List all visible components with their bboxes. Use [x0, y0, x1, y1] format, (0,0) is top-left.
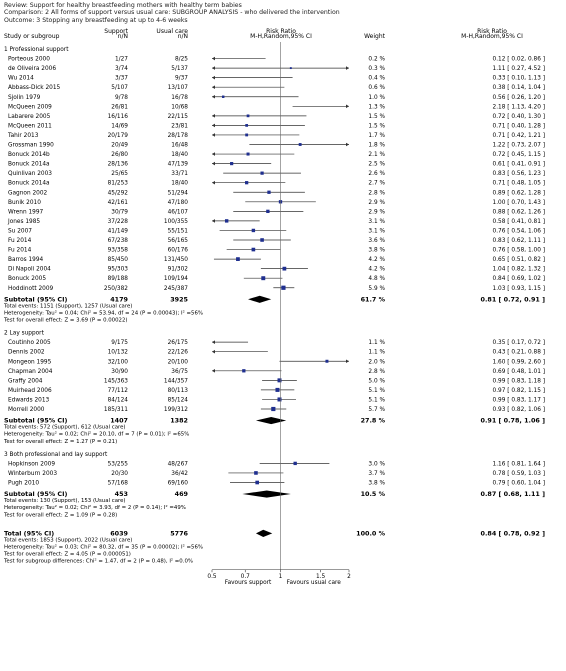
usual-events: 245/387: [163, 285, 188, 292]
study-weight: 2.7 %: [368, 180, 385, 187]
study-name: Muirhead 2006: [8, 387, 52, 394]
review-title: Review: Support for healthy breastfeeding mothers with healthy term babies: [4, 2, 242, 9]
study-name: Grossman 1990: [8, 142, 54, 149]
rr-value-subheader: M-H,Random,95% CI: [461, 33, 523, 40]
study-rr-ci: 1.60 [ 0.99, 2.60 ]: [492, 359, 545, 366]
usual-events: 8/25: [174, 56, 188, 63]
study-point: [293, 462, 296, 465]
overall-support-total: 6039: [110, 529, 128, 538]
study-name: Mongeon 1995: [8, 359, 52, 366]
support-events: 9/78: [114, 94, 128, 101]
study-rr-ci: 0.56 [ 0.26, 1.20 ]: [492, 94, 545, 101]
subgroup-note: Heterogeneity: Tau² = 0.02; Chi² = 3.93, df = 2 (P = 0.14); I² =49%: [4, 505, 186, 512]
study-rr-ci: 0.97 [ 0.82, 1.15 ]: [492, 387, 545, 394]
study-weight: 1.1 %: [368, 349, 385, 356]
study-rr-ci: 0.83 [ 0.62, 1.11 ]: [492, 238, 545, 244]
study-name: Chapman 2004: [8, 368, 53, 375]
support-events: 53/255: [107, 461, 128, 468]
usual-events: 10/68: [171, 104, 188, 111]
usual-events: 109/194: [163, 276, 188, 283]
study-name: Tahir 2013: [8, 132, 39, 139]
study-name: Morrell 2000: [8, 407, 45, 413]
subtotal-label: Subtotal (95% CI): [4, 295, 68, 304]
overall-diamond: [256, 530, 272, 537]
study-rr-ci: 0.71 [ 0.40, 1.28 ]: [492, 123, 545, 130]
subtotal-diamond: [242, 490, 290, 497]
study-weight: 5.1 %: [368, 397, 385, 404]
rr-plot-subheader: M-H,Random,95% CI: [250, 33, 312, 40]
study-rr-ci: 0.65 [ 0.51, 0.82 ]: [492, 257, 545, 264]
study-name: Bonuck 2005: [8, 276, 47, 283]
ci-arrow-left: [212, 95, 215, 99]
study-rr-ci: 1.16 [ 0.81, 1.64 ]: [492, 461, 545, 468]
study-point: [260, 238, 264, 242]
subtotal-rr-ci: 0.91 [ 0.78, 1.06 ]: [480, 416, 545, 425]
support-events: 145/363: [103, 378, 128, 385]
support-events: 16/116: [107, 113, 128, 120]
ci-arrow-left: [212, 350, 215, 354]
study-weight: 2.9 %: [368, 209, 385, 216]
usual-events: 5/137: [171, 66, 188, 73]
subgroup-note: Total events: 572 (Support), 612 (Usual care): [4, 424, 126, 431]
study-name: Coutinho 2005: [8, 340, 51, 347]
study-rr-ci: 0.72 [ 0.40, 1.30 ]: [492, 113, 545, 120]
comparison-title: Comparison: 2 All forms of support versus usual care: SUBGROUP ANALYSIS - who delivered the intervention: [4, 9, 340, 17]
support-events: 67/238: [107, 238, 128, 244]
study-weight: 5.1 %: [368, 387, 385, 394]
study-rr-ci: 0.38 [ 0.14, 1.04 ]: [492, 85, 545, 92]
study-rr-ci: 0.99 [ 0.83, 1.18 ]: [492, 378, 545, 385]
support-events: 81/253: [107, 180, 128, 187]
ci-arrow-right: [346, 359, 349, 363]
study-name: Hopkinson 2009: [8, 461, 56, 468]
usual-events: 16/48: [171, 142, 188, 149]
axis-tick-label: 2: [347, 573, 351, 580]
study-name: de Oliveira 2006: [8, 66, 57, 73]
study-rr-ci: 0.76 [ 0.54, 1.06 ]: [492, 228, 545, 235]
study-weight: 2.8 %: [368, 190, 385, 197]
support-events: 9/175: [111, 340, 128, 347]
study-weight: 1.0 %: [368, 94, 385, 101]
subtotal-rr-ci: 0.81 [ 0.72, 0.91 ]: [480, 295, 545, 304]
study-weight: 4.8 %: [368, 276, 385, 283]
ci-arrow-left: [212, 162, 215, 166]
study-name: Winterburn 2003: [8, 470, 58, 477]
support-events: 37/228: [107, 218, 128, 225]
subgroup-title: 3 Both professional and lay support: [4, 451, 108, 458]
ci-arrow-left: [212, 181, 215, 185]
column-headers: [4, 28, 523, 40]
study-point: [230, 162, 233, 165]
study-point: [278, 378, 282, 382]
usual-events: 28/178: [167, 132, 188, 139]
overall-note: Test for subgroup differences: Chi² = 1.47, df = 2 (P = 0.48), I² =0.0%: [4, 558, 193, 565]
study-weight: 2.5 %: [368, 161, 385, 168]
study-name: Wrenn 1997: [8, 209, 44, 216]
usual-events: 131/450: [163, 257, 188, 264]
study-weight: 3.6 %: [368, 238, 385, 244]
usual-events: 22/126: [167, 349, 188, 356]
study-weight: 2.0 %: [368, 359, 385, 366]
study-name: Bonuck 2014b: [8, 152, 50, 159]
forest-rows: [3, 47, 545, 565]
subtotal-weight: 10.5 %: [360, 490, 385, 499]
study-point: [236, 257, 240, 261]
study-rr-ci: 1.03 [ 0.93, 1.15 ]: [492, 285, 545, 292]
subgroup-title: 1 Professional support: [4, 47, 69, 53]
study-rr-ci: 0.43 [ 0.21, 0.88 ]: [492, 349, 545, 356]
subtotal-weight: 27.8 %: [360, 416, 385, 425]
subgroup-note: Heterogeneity: Tau² = 0.04; Chi² = 53.94, df = 24 (P = 0.00043); I² =56%: [4, 310, 204, 317]
study-rr-ci: 1.11 [ 0.27, 4.52 ]: [492, 66, 545, 73]
ci-arrow-left: [212, 369, 215, 373]
study-weight: 1.5 %: [368, 123, 385, 130]
usual-events: 199/312: [163, 407, 188, 413]
support-events: 185/311: [103, 407, 128, 413]
subgroup-note: Total events: 1151 (Support), 1257 (Usual care): [4, 303, 133, 310]
support-events: 20/30: [111, 470, 128, 477]
study-rr-ci: 0.79 [ 0.60, 1.04 ]: [492, 480, 545, 487]
study-weight: 1.8 %: [368, 142, 385, 149]
study-name: Quinlivan 2003: [8, 171, 52, 178]
subtotal-label: Subtotal (95% CI): [4, 416, 68, 425]
usual-events: 69/160: [167, 480, 188, 487]
usual-events: 51/294: [167, 190, 188, 197]
study-point: [252, 229, 255, 232]
subtotal-usual-total: 469: [174, 490, 188, 499]
ci-arrow-right: [346, 105, 349, 109]
usual-events: 13/107: [167, 85, 188, 92]
support-events: 3/74: [114, 66, 128, 73]
study-weight: 1.1 %: [368, 340, 385, 347]
usual-events: 46/107: [167, 209, 188, 216]
study-point: [254, 471, 258, 475]
study-rr-ci: 0.35 [ 0.17, 0.72 ]: [492, 340, 545, 347]
study-weight: 2.8 %: [368, 368, 385, 375]
ci-arrow-left: [212, 57, 215, 61]
study-weight: 0.6 %: [368, 85, 385, 92]
overall-weight: 100.0 %: [356, 529, 385, 538]
study-point: [222, 96, 224, 98]
study-weight: 5.7 %: [368, 407, 385, 413]
outcome-title: Outcome: 3 Stopping any breastfeeding at up to 4-6 weeks: [4, 16, 188, 24]
study-weight: 5.0 %: [368, 378, 385, 385]
usual-events: 80/113: [167, 387, 188, 394]
study-point: [261, 276, 265, 280]
support-events: 32/100: [107, 359, 128, 366]
study-weight: 0.4 %: [368, 75, 385, 82]
support-events: 14/69: [111, 123, 128, 130]
study-name: Abbass-Dick 2015: [8, 85, 61, 92]
study-weight: 3.0 %: [368, 461, 385, 468]
study-name: Jones 1985: [8, 218, 41, 225]
study-point: [281, 286, 285, 290]
ci-arrow-left: [212, 340, 215, 344]
usual-column-subheader: n/N: [177, 33, 188, 40]
overall-usual-total: 5776: [170, 529, 188, 538]
study-point: [242, 369, 245, 372]
study-weight: 3.8 %: [368, 480, 385, 487]
overall-note: Heterogeneity: Tau² = 0.03; Chi² = 80.32, df = 35 (P = 0.00002); I² =56%: [4, 544, 204, 551]
study-weight: 5.9 %: [368, 285, 385, 292]
study-name: Bunik 2010: [8, 199, 41, 206]
support-events: 26/81: [111, 104, 128, 111]
axis-tick-label: 0.5: [207, 573, 217, 580]
study-weight: 2.1 %: [368, 152, 385, 159]
support-events: 41/149: [107, 228, 128, 235]
study-name: Porteous 2000: [8, 56, 50, 63]
usual-events: 91/302: [167, 266, 188, 273]
study-name: Su 2007: [8, 228, 32, 235]
study-weight: 1.5 %: [368, 113, 385, 120]
usual-column-header: Usual care: [156, 28, 188, 35]
study-column-header: Study or subgroup: [4, 33, 60, 40]
subgroup-note: Heterogeneity: Tau² = 0.02; Chi² = 20.10, df = 7 (P = 0.01); I² =65%: [4, 431, 190, 438]
support-events: 93/358: [107, 247, 128, 254]
study-rr-ci: 0.69 [ 0.48, 1.01 ]: [492, 368, 545, 375]
support-events: 26/80: [111, 152, 128, 159]
study-rr-ci: 0.99 [ 0.83, 1.17 ]: [492, 397, 545, 404]
subgroup-note: Test for overall effect: Z = 3.69 (P = 0.00022): [4, 317, 128, 324]
study-name: Sjolin 1979: [8, 94, 41, 101]
subgroup-note: Test for overall effect: Z = 1.09 (P = 0.28): [4, 512, 118, 519]
study-weight: 4.2 %: [368, 266, 385, 273]
subtotal-support-total: 4179: [110, 295, 128, 304]
usual-events: 56/165: [167, 238, 188, 244]
usual-events: 18/40: [171, 152, 188, 159]
study-weight: 4.2 %: [368, 257, 385, 264]
favours-usual-label: Favours usual care: [286, 579, 341, 586]
study-rr-ci: 0.88 [ 0.62, 1.26 ]: [492, 209, 545, 216]
study-rr-ci: 0.12 [ 0.02, 0.86 ]: [492, 56, 545, 63]
study-point: [225, 219, 228, 222]
study-rr-ci: 2.18 [ 1.13, 4.20 ]: [492, 104, 545, 111]
ci-arrow-left: [212, 114, 215, 118]
support-events: 57/168: [107, 480, 128, 487]
study-point: [266, 210, 269, 213]
study-rr-ci: 0.89 [ 0.62, 1.28 ]: [492, 190, 545, 197]
study-rr-ci: 1.00 [ 0.70, 1.43 ]: [492, 199, 545, 206]
ci-arrow-left: [212, 85, 215, 89]
subtotal-usual-total: 1382: [170, 416, 188, 425]
study-name: Fu 2014: [8, 238, 32, 244]
support-events: 77/112: [107, 387, 128, 394]
study-point: [260, 172, 263, 175]
usual-events: 18/40: [171, 180, 188, 187]
usual-events: 60/176: [167, 247, 188, 254]
ci-arrow-right: [346, 143, 349, 147]
axis-tick-label: 0.7: [240, 573, 250, 580]
ci-arrow-left: [212, 133, 215, 137]
study-weight: 2.9 %: [368, 199, 385, 206]
study-point: [255, 481, 259, 485]
study-name: Pugh 2010: [8, 480, 40, 487]
study-point: [267, 191, 270, 194]
study-point: [275, 388, 279, 392]
ci-arrow-right: [346, 66, 349, 70]
usual-events: 26/175: [167, 340, 188, 347]
study-name: Bonuck 2014a: [8, 161, 50, 168]
study-name: Wu 2014: [8, 75, 34, 82]
support-events: 30/90: [111, 368, 128, 375]
support-column-header: Support: [104, 28, 128, 35]
subtotal-support-total: 453: [114, 490, 128, 499]
subtotal-label: Subtotal (95% CI): [4, 490, 68, 499]
support-events: 30/79: [111, 209, 128, 216]
favours-support-label: Favours support: [224, 579, 272, 586]
support-events: 250/382: [103, 285, 128, 292]
study-rr-ci: 0.72 [ 0.45, 1.15 ]: [492, 152, 545, 159]
study-point: [277, 397, 281, 401]
usual-events: 23/81: [171, 123, 188, 130]
study-rr-ci: 0.84 [ 0.69, 1.02 ]: [492, 276, 545, 283]
study-name: Bonuck 2014a: [8, 180, 50, 187]
study-rr-ci: 1.22 [ 0.73, 2.07 ]: [492, 142, 545, 149]
usual-events: 48/267: [167, 461, 188, 468]
support-events: 89/188: [107, 276, 128, 283]
study-rr-ci: 0.71 [ 0.42, 1.21 ]: [492, 132, 545, 139]
support-events: 85/450: [107, 257, 128, 264]
support-events: 20/49: [111, 142, 128, 149]
usual-events: 55/151: [167, 228, 188, 235]
study-point: [271, 407, 275, 411]
ci-arrow-left: [212, 76, 215, 80]
study-point: [247, 114, 250, 117]
study-weight: 2.6 %: [368, 171, 385, 178]
ci-arrow-left: [212, 124, 215, 128]
study-point: [245, 134, 248, 137]
support-events: 42/161: [107, 199, 128, 206]
support-events: 95/303: [107, 266, 128, 273]
support-events: 28/136: [107, 161, 128, 168]
study-rr-ci: 0.58 [ 0.41, 0.81 ]: [492, 218, 545, 225]
usual-events: 22/115: [167, 113, 188, 120]
overall-note: Test for overall effect: Z = 4.05 (P = 0.000051): [4, 551, 131, 558]
ci-arrow-left: [212, 152, 215, 156]
subtotal-usual-total: 3925: [170, 295, 188, 304]
study-point: [247, 153, 250, 156]
support-column-subheader: n/N: [117, 33, 128, 40]
study-weight: 0.3 %: [368, 66, 385, 73]
study-rr-ci: 0.61 [ 0.41, 0.91 ]: [492, 161, 545, 168]
study-point: [245, 181, 248, 184]
study-rr-ci: 1.04 [ 0.82, 1.32 ]: [492, 266, 545, 273]
study-weight: 1.7 %: [368, 132, 385, 139]
support-events: 45/292: [107, 190, 128, 197]
usual-events: 36/42: [171, 470, 188, 477]
study-point: [252, 248, 256, 252]
subtotal-support-total: 1407: [110, 416, 128, 425]
support-events: 84/124: [107, 397, 128, 404]
subtotal-diamond: [256, 417, 286, 424]
study-name: Barros 1994: [8, 257, 44, 264]
subtotal-diamond: [248, 296, 271, 303]
usual-events: 85/124: [167, 397, 188, 404]
support-events: 25/65: [111, 171, 128, 178]
rr-plot-header: Risk Ratio: [266, 28, 296, 35]
study-name: Gagnon 2002: [8, 190, 48, 197]
study-rr-ci: 0.33 [ 0.10, 1.13 ]: [492, 75, 545, 82]
x-axis: [207, 42, 351, 586]
study-weight: 3.7 %: [368, 470, 385, 477]
subgroup-note: Test for overall effect: Z = 1.27 (P = 0.21): [4, 438, 118, 445]
usual-events: 47/180: [167, 199, 188, 206]
usual-events: 9/37: [174, 75, 188, 82]
support-events: 3/37: [114, 75, 128, 82]
study-rr-ci: 0.93 [ 0.82, 1.06 ]: [492, 407, 545, 413]
usual-events: 36/75: [171, 368, 188, 375]
overall-note: Total events: 1853 (Support), 2022 (Usual care): [4, 537, 133, 544]
study-weight: 3.8 %: [368, 247, 385, 254]
usual-events: 100/355: [163, 218, 188, 225]
study-point: [325, 360, 328, 363]
axis-tick-label: 1: [278, 573, 283, 580]
support-events: 10/132: [107, 349, 128, 356]
subgroup-title: 2 Lay support: [4, 330, 44, 337]
usual-events: 16/78: [171, 94, 188, 101]
study-point: [245, 124, 248, 127]
study-rr-ci: 0.83 [ 0.56, 1.23 ]: [492, 171, 545, 178]
usual-events: 33/71: [171, 171, 188, 178]
support-events: 1/27: [114, 56, 128, 63]
usual-events: 47/139: [167, 161, 188, 168]
overall-label: Total (95% CI): [4, 529, 55, 538]
study-weight: 3.1 %: [368, 228, 385, 235]
study-point: [282, 267, 286, 271]
subgroup-note: Total events: 130 (Support), 153 (Usual care): [4, 498, 126, 505]
study-name: McQueen 2009: [8, 104, 52, 111]
study-name: McQueen 2011: [8, 123, 52, 130]
study-rr-ci: 0.78 [ 0.59, 1.03 ]: [492, 470, 545, 477]
support-events: 5/107: [111, 85, 128, 92]
study-weight: 3.1 %: [368, 218, 385, 225]
study-name: Hoddinott 2009: [8, 285, 54, 292]
subtotal-weight: 61.7 %: [360, 295, 385, 304]
study-name: Fu 2014: [8, 247, 32, 254]
study-weight: 0.2 %: [368, 56, 385, 63]
study-rr-ci: 0.76 [ 0.58, 1.00 ]: [492, 247, 545, 254]
weight-column-header: Weight: [364, 33, 385, 40]
study-name: Labarere 2005: [8, 113, 51, 120]
study-point: [290, 67, 292, 69]
usual-events: 20/100: [167, 359, 188, 366]
ci-arrow-left: [212, 219, 215, 223]
subtotal-rr-ci: 0.87 [ 0.68, 1.11 ]: [480, 490, 545, 499]
ci-arrow-left: [212, 66, 215, 70]
support-events: 20/179: [107, 132, 128, 139]
usual-events: 144/357: [163, 378, 188, 385]
overall-rr-ci: 0.84 [ 0.78, 0.92 ]: [480, 529, 545, 538]
study-weight: 1.3 %: [368, 104, 385, 111]
study-rr-ci: 0.71 [ 0.48, 1.05 ]: [492, 180, 545, 187]
axis-tick-label: 1.5: [315, 573, 326, 580]
study-point: [299, 143, 302, 146]
study-name: Edwards 2013: [8, 397, 50, 404]
study-name: Di Napoli 2004: [8, 266, 51, 273]
rr-value-header: Risk Ratio: [477, 28, 507, 35]
study-name: Graffy 2004: [8, 378, 43, 385]
study-name: Dennis 2002: [8, 349, 45, 356]
